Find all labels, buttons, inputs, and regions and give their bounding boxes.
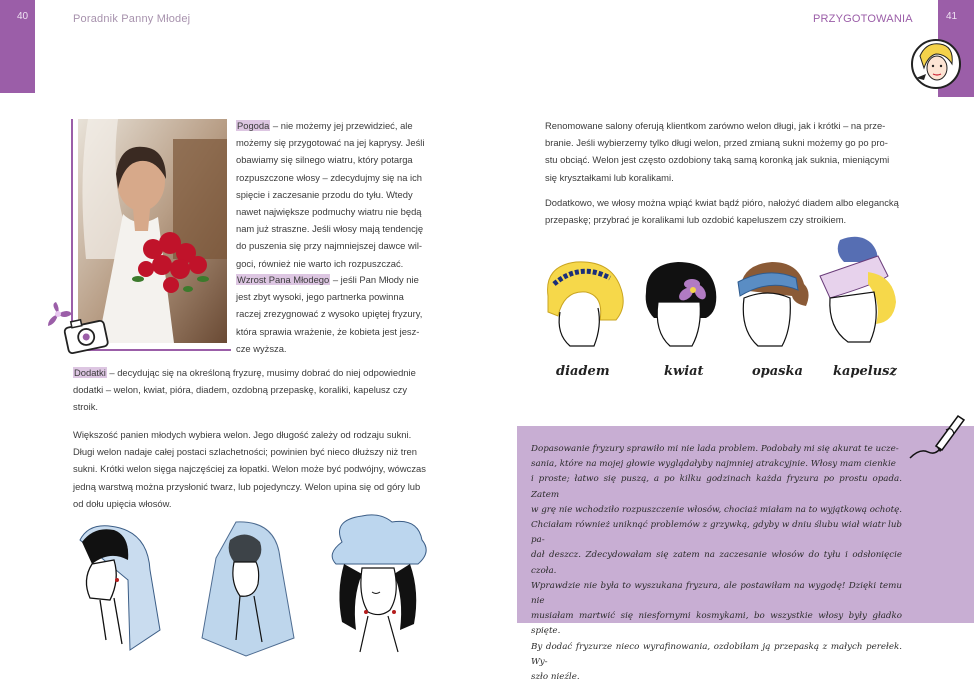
pogoda-paragraph — [236, 117, 429, 272]
right-p1-line: stu obciąć. Welon jest często ozdobiony taką samą koronką jak suknia, mieniącymi — [545, 154, 890, 166]
quote-text — [531, 442, 902, 685]
pogoda-line: możemy się przygotować na jej kaprysy. Jeśli — [236, 137, 425, 149]
camera-icon — [46, 300, 112, 358]
pogoda-line: rozpuszczone włosy – zdecydujmy się na ich — [236, 171, 423, 183]
diadem-illustration — [540, 256, 628, 352]
dodatki-line: stroik. — [73, 401, 99, 413]
left-page-number: 40 — [17, 11, 29, 22]
wzrost-line: Wzrost Pana Młodego – jeśli Pan Młody nie — [237, 274, 419, 285]
quote-line: musiałam martwić się niesfornymi kosmykami, bo wszystkie włosy były gładko spięte. — [531, 611, 902, 637]
dodatki-term: Dodatki — [74, 367, 106, 378]
quote-line: i proste; łatwo się puszą, a po kilku godzinach każda fryzura po prostu opada. Zatem — [531, 474, 902, 500]
left-header-title: Poradnik Panny Młodej — [73, 13, 191, 25]
caption-opaska: opaska — [752, 364, 803, 379]
right-page-number: 41 — [946, 11, 958, 22]
pogoda-line: obawiamy się silnego wiatru, który potarga — [236, 154, 413, 166]
pogoda-line: Pogoda – nie możemy jej przewidzieć, ale — [237, 120, 413, 131]
quote-line: szło nieźle. — [531, 672, 580, 683]
dodatki-line: dodatki – welon, kwiat, pióra, diadem, ozdobną przepaskę, koraliki, kapelusz czy — [73, 384, 408, 396]
right-p1-line: się kryształkami lub koralikami. — [545, 171, 674, 183]
welon-line: sukni. Krótki welon sięga najczęściej za łopatki. Welon może być podwójny, wówczas — [73, 463, 426, 475]
quote-line: w grę nie wchodziło rozpuszczenie włosów, chociaż miałam na to wyjątkową ochotę. — [531, 504, 903, 515]
veil-illustration-3 — [322, 512, 434, 654]
veil-illustration-2 — [196, 518, 296, 658]
kapelusz-illustration — [816, 232, 902, 352]
pen-icon — [906, 408, 966, 462]
welon-line: Długi welon nadaje całej postaci szlachetności; powinien być nieco dłuższy niż tren — [73, 446, 417, 458]
right-header-title: PRZYGOTOWANIA — [813, 13, 913, 25]
right-paragraph-1 — [545, 117, 902, 186]
right-p2-line: Dodatkowo, we włosy można wpiąć kwiat bądź pióro, nałożyć diadem albo elegancką — [545, 197, 899, 208]
pogoda-line: nam już straszne. Jeśli włosy mają tendencję — [236, 223, 424, 235]
wzrost-line: raczej zrezygnować z wysoko upiętej fryzury, — [236, 308, 423, 320]
quote-line: By dodać fryzurze nieco wyrafinowania, ozdobiłam ją przepaską z małych perełek. Wy- — [531, 641, 902, 667]
welon-line: Większość panien młodych wybiera welon. Jego długość zależy od rodzaju sukni. — [73, 429, 412, 440]
caption-kwiat: kwiat — [664, 364, 704, 379]
left-page-number-tab — [0, 0, 35, 93]
caption-diadem: diadem — [556, 364, 610, 379]
right-p2-line: przepaskę; przybrać je koralikami lub ozdobić kapeluszem czy stroikiem. — [545, 214, 847, 226]
quote-line: Chciałam również uniknąć problemów z grzywką, gdyby w dniu ślubu wiał wiatr lub pa- — [531, 520, 902, 546]
pogoda-line: goci, również nie warto ich rozpuszczać. — [236, 257, 404, 269]
wzrost-term: Wzrost Pana Młodego — [237, 274, 330, 285]
quote-line: Dopasowanie fryzury sprawiło mi nie lada problem. Podobały mi się akurat te ucze- — [531, 444, 899, 454]
right-p1-line: Renomowane salony oferują klientkom zarówno welon długi, jak i krótki – na prze- — [545, 120, 886, 131]
pogoda-line: do puszenia się przy najmniejszej dawce wil- — [236, 240, 423, 252]
pogoda-term: Pogoda — [237, 120, 270, 131]
pogoda-line: nawet największe podmuchy wiatru nie będą — [236, 206, 422, 218]
quote-line: Wprawdzie nie była to wyszukana fryzura, ale postawiłam na wygodę! Dzięki temu nie — [531, 580, 902, 607]
bride-avatar-icon — [906, 38, 966, 90]
welon-line: od dołu upięcia włosów. — [73, 497, 172, 509]
kwiat-illustration — [640, 256, 722, 352]
dodatki-line: Dodatki – decydując się na określoną fryzurę, musimy dobrać do niej odpowiednie — [74, 367, 416, 378]
quote-line: dał deszcz. Zdecydowałam się zatem na zaczesanie włosów do tyłu i odsłonięcie czoła. — [531, 550, 902, 576]
veil-illustration-1 — [70, 520, 170, 660]
quote-line: sania, które na mojej głowie wyglądałyby najmniej atrakcyjnie. Włosy mam cienkie — [531, 459, 896, 470]
dodatki-paragraph — [73, 364, 430, 416]
opaska-illustration — [732, 256, 812, 352]
wzrost-line: jest zbyt wysoki, jego partnerka powinna — [236, 291, 404, 303]
wzrost-line: która sprawia wrażenie, że kobieta jest jesz- — [236, 325, 420, 337]
pogoda-line: spięcie i zaczesanie przodu do tyłu. Wtedy — [236, 188, 413, 200]
welon-line: jedną warstwą można przysłonić twarz, lub pojedynczy. Welon upina się od góry lub — [73, 480, 421, 492]
right-paragraph-2 — [545, 194, 902, 228]
welon-paragraph — [73, 426, 430, 512]
caption-kapelusz: kapelusz — [833, 364, 897, 379]
flower-icon — [48, 302, 72, 326]
wzrost-paragraph — [236, 271, 429, 357]
right-p1-line: branie. Jeśli wybierzemy tylko długi welon, przed zmianą sukni możemy go po pro- — [545, 137, 888, 149]
wzrost-line: cze wyższa. — [236, 342, 287, 354]
